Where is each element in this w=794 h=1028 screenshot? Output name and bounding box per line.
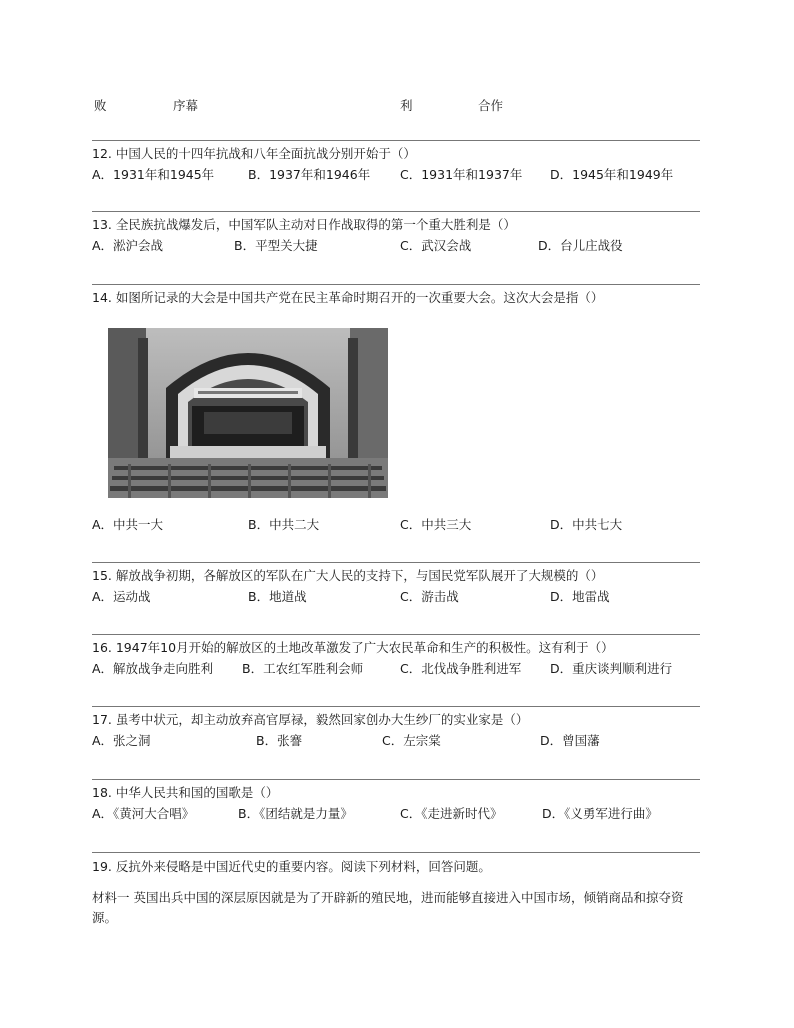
option-d[interactable]: D．《义勇军进行曲》 — [542, 806, 658, 821]
option-d[interactable]: D．中共七大 — [550, 517, 623, 532]
question-14 — [92, 289, 702, 307]
question-19 — [92, 858, 702, 876]
divider — [92, 634, 700, 635]
divider — [92, 562, 700, 563]
fragment-text: 败 — [94, 98, 107, 113]
option-c[interactable]: C．武汉会战 — [400, 238, 472, 253]
question-13 — [92, 216, 702, 257]
option-c[interactable]: C．左宗棠 — [382, 733, 441, 748]
option-b[interactable]: B．《团结就是力量》 — [238, 806, 353, 821]
options-row — [92, 805, 702, 825]
option-a[interactable]: A．1931年和1945年 — [92, 167, 215, 182]
question-stem: 13. 全民族抗战爆发后，中国军队主动对日作战取得的第一个重大胜利是（） — [92, 217, 516, 232]
question-16 — [92, 639, 702, 680]
option-a[interactable]: A．张之洞 — [92, 733, 151, 748]
option-a[interactable]: A．运动战 — [92, 589, 151, 604]
fragment-text: 利 — [400, 98, 413, 113]
option-b[interactable]: B．中共二大 — [248, 517, 320, 532]
divider — [92, 852, 700, 853]
option-c[interactable]: C．《走进新时代》 — [400, 806, 503, 821]
divider — [92, 140, 700, 141]
option-d[interactable]: D．台儿庄战役 — [538, 238, 623, 253]
option-c[interactable]: C．1931年和1937年 — [400, 167, 523, 182]
question-12 — [92, 145, 702, 186]
option-b[interactable]: B．地道战 — [248, 589, 307, 604]
fragment-text: 合作 — [478, 98, 504, 113]
option-a[interactable]: A．淞沪会战 — [92, 238, 164, 253]
option-d[interactable]: D．地雷战 — [550, 589, 610, 604]
options-row — [92, 237, 702, 257]
question-stem: 15. 解放战争初期，各解放区的军队在广大人民的支持下，与国民党军队展开了大规模的（） — [92, 568, 604, 583]
question-stem: 12. 中国人民的十四年抗战和八年全面抗战分别开始于（） — [92, 146, 416, 161]
option-b[interactable]: B．平型关大捷 — [234, 238, 318, 253]
divider — [92, 211, 700, 212]
divider — [92, 706, 700, 707]
options-row — [92, 516, 702, 536]
divider — [92, 284, 700, 285]
question-stem: 18. 中华人民共和国的国歌是（） — [92, 785, 279, 800]
option-b[interactable]: B．1937年和1946年 — [248, 167, 371, 182]
option-d[interactable]: D．重庆谈判顺利进行 — [550, 661, 673, 676]
option-d[interactable]: D．1945年和1949年 — [550, 167, 674, 182]
option-b[interactable]: B．张謇 — [256, 733, 303, 748]
option-c[interactable]: C．中共三大 — [400, 517, 472, 532]
congress-hall-image — [108, 328, 388, 498]
fragment-text: 序幕 — [173, 98, 199, 113]
question-17 — [92, 711, 702, 752]
options-row — [92, 660, 702, 680]
question-stem: 16. 1947年10月开始的解放区的土地改革激发了广大农民革命和生产的积极性。这有利于（） — [92, 640, 614, 655]
congress-photo — [108, 328, 388, 498]
options-row — [92, 732, 702, 752]
option-c[interactable]: C．游击战 — [400, 589, 459, 604]
option-a[interactable]: A．解放战争走向胜利 — [92, 661, 214, 676]
options-row — [92, 166, 702, 186]
options-row — [92, 588, 702, 608]
option-c[interactable]: C．北伐战争胜利进军 — [400, 661, 522, 676]
question-stem: 19. 反抗外来侵略是中国近代史的重要内容。阅读下列材料，回答问题。 — [92, 859, 491, 874]
option-a[interactable]: A．《黄河大合唱》 — [92, 806, 195, 821]
divider — [92, 779, 700, 780]
option-d[interactable]: D．曾国藩 — [540, 733, 600, 748]
question-18 — [92, 784, 702, 825]
question-stem: 17. 虽考中状元，却主动放弃高官厚禄，毅然回家创办大生纱厂的实业家是（） — [92, 712, 529, 727]
option-b[interactable]: B．工农红军胜利会师 — [242, 661, 364, 676]
option-a[interactable]: A．中共一大 — [92, 517, 164, 532]
material-one: 材料一 英国出兵中国的深层原因就是为了开辟新的殖民地，进而能够直接进入中国市场，倾销商品和掠夺资源。 — [92, 890, 684, 925]
question-stem: 14. 如图所记录的大会是中国共产党在民主革命时期召开的一次重要大会。这次大会是指（） — [92, 290, 604, 305]
question-15 — [92, 567, 702, 608]
question-14-options — [92, 516, 702, 536]
